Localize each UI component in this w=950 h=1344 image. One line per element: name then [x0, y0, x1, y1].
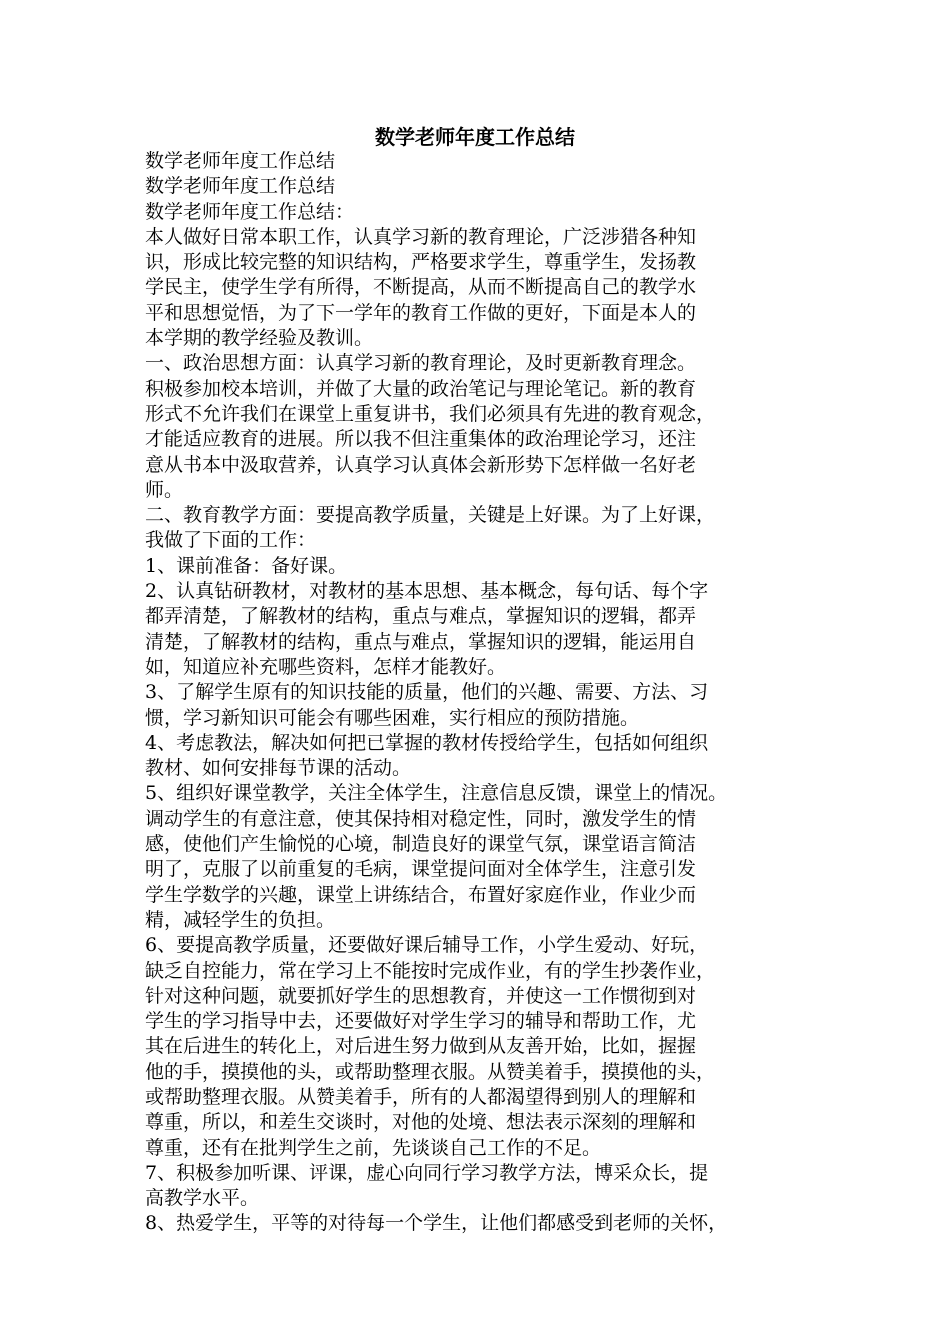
text-line: 我做了下面的工作：	[145, 529, 317, 552]
text-line: 都弄清楚，了解教材的结构，重点与难点，掌握知识的逻辑，都弄	[145, 605, 697, 628]
text-line: 5、组织好课堂教学，关注全体学生，注意信息反馈，课堂上的情况。	[145, 782, 728, 805]
text-line: 教材、如何安排每节课的活动。	[145, 757, 412, 780]
text-line: 缺乏自控能力，常在学习上不能按时完成作业，有的学生抄袭作业，	[145, 959, 716, 982]
text-line: 尊重，所以，和差生交谈时，对他的处境、想法表示深刻的理解和	[145, 1111, 697, 1134]
text-line: 才能适应教育的进展。所以我不但注重集体的政治理论学习，还注	[145, 428, 697, 451]
text-line: 识，形成比较完整的知识结构，严格要求学生，尊重学生，发扬教	[145, 251, 697, 274]
text-line: 本学期的教学经验及教训。	[145, 327, 374, 350]
text-line: 数学老师年度工作总结	[145, 175, 336, 198]
text-line: 8、热爱学生，平等的对待每一个学生，让他们都感受到老师的关怀，	[145, 1212, 728, 1235]
text-line: 学生学数学的兴趣，课堂上讲练结合，布置好家庭作业，作业少而	[145, 883, 697, 906]
text-line: 7、积极参加听课、评课，虚心向同行学习教学方法，博采众长，提	[145, 1161, 709, 1184]
text-line: 学民主，使学生学有所得，不断提高，从而不断提高自己的教学水	[145, 276, 697, 299]
text-line: 1、课前准备：备好课。	[145, 554, 348, 577]
text-line: 惯，学习新知识可能会有哪些困难，实行相应的预防措施。	[145, 706, 640, 729]
text-line: 如，知道应补充哪些资料，怎样才能教好。	[145, 655, 507, 678]
text-line: 2、认真钻研教材，对教材的基本思想、基本概念，每句话、每个字	[145, 580, 709, 603]
text-line: 精，减轻学生的负担。	[145, 908, 336, 931]
text-line: 数学老师年度工作总结	[145, 150, 336, 172]
text-line: 或帮助整理衣服。从赞美着手，所有的人都渴望得到别人的理解和	[145, 1085, 697, 1108]
text-line: 针对这种问题，就要抓好学生的思想教育，并使这一工作惯彻到对	[145, 984, 697, 1007]
text-line: 明了，克服了以前重复的毛病，课堂提问面对全体学生，注意引发	[145, 858, 697, 881]
text-line: 形式不允许我们在课堂上重复讲书，我们必须具有先进的教育观念，	[145, 402, 716, 425]
text-line: 他的手，摸摸他的头，或帮助整理衣服。从赞美着手，摸摸他的头，	[145, 1060, 716, 1083]
text-line: 二、教育教学方面：要提高教学质量，关键是上好课。为了上好课，	[145, 504, 716, 527]
text-line: 本人做好日常本职工作，认真学习新的教育理论，广泛涉猎各种知	[145, 225, 697, 248]
text-line: 积极参加校本培训，并做了大量的政治笔记与理论笔记。新的教育	[145, 377, 697, 400]
text-line: 感，使他们产生愉悦的心境，制造良好的课堂气氛，课堂语言简洁	[145, 833, 697, 856]
document-body	[145, 149, 825, 1237]
text-line: 一、政治思想方面：认真学习新的教育理论，及时更新教育理念。	[145, 352, 697, 375]
text-line: 其在后进生的转化上，对后进生努力做到从友善开始，比如，握握	[145, 1035, 697, 1058]
text-line: 数学老师年度工作总结：	[145, 200, 355, 223]
text-line: 清楚，了解教材的结构，重点与难点，掌握知识的逻辑，能运用自	[145, 630, 697, 653]
document-title: 数学老师年度工作总结	[375, 125, 575, 149]
text-line: 4、考虑教法，解决如何把已掌握的教材传授给学生，包括如何组织	[145, 731, 709, 754]
text-line: 意从书本中汲取营养，认真学习认真体会新形势下怎样做一名好老	[145, 453, 697, 476]
text-line: 6、要提高教学质量，还要做好课后辅导工作，小学生爱动、好玩，	[145, 934, 709, 957]
text-line: 学生的学习指导中去，还要做好对学生学习的辅导和帮助工作，尤	[145, 1010, 697, 1033]
text-line: 3、了解学生原有的知识技能的质量，他们的兴趣、需要、方法、习	[145, 681, 709, 704]
text-line: 师。	[145, 478, 184, 501]
text-line: 尊重，还有在批判学生之前，先谈谈自己工作的不足。	[145, 1136, 602, 1159]
text-line: 调动学生的有意注意，使其保持相对稳定性，同时，激发学生的情	[145, 807, 697, 830]
text-line: 高教学水平。	[145, 1187, 260, 1210]
text-line: 平和思想觉悟，为了下一学年的教育工作做的更好，下面是本人的	[145, 301, 697, 324]
